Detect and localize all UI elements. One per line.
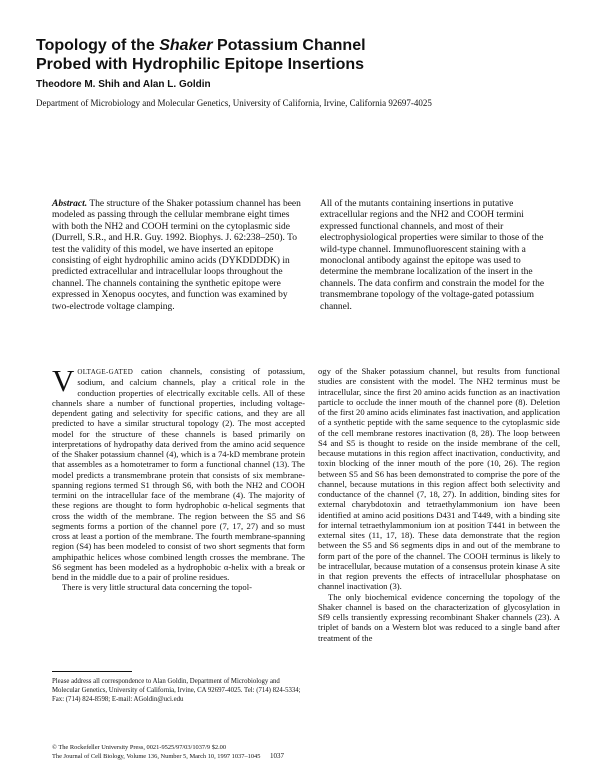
body-paragraph-1 bbox=[52, 363, 305, 582]
title-italic-shaker: Shaker bbox=[159, 37, 213, 54]
affiliation: Department of Microbiology and Molecular Genetics, University of California, Irvine, California 92697-4025 bbox=[36, 98, 432, 108]
page-number: 1037 bbox=[270, 752, 284, 760]
body-paragraph-2: There is very little structural data concerning the topol- bbox=[62, 582, 252, 593]
body-paragraph-3: ogy of the Shaker potassium channel, but results from functional studies are consistent with the model. The NH2 terminus must be intracellular, since the first 20 amino acids function as an inactivation particle to occlude the inner mouth of the channel pore (8). Deletion of the first 20 amino acids eliminates fast inactivation, and application of a synthetic peptide with the same sequence to the cytoplasmic side of the cell membrane restores inactivation (8, 28). The loop between S4 and S5 is thought to reside on the inside membrane of the cell, because mutations in this region affect inactivation, conductivity, and toxin blocking of the inner mouth of the pore (10, 26). The region between S5 and S6 has been demonstrated to comprise the pore of the channel, because mutations in this region affect both selectivity and conductance of the channel (7, 18, 27). In addition, binding sites for external charybdotoxin and tetraethylammonium ion have been identified at amino acid positions D431 and T449, with a binding site for internal tetraethylammonium ion at position T441 in between the external sites (11, 17, 18). These data demonstrate that the region between the S5 and S6 segments dips in and out of the membrane to form part of the pore of the channel. The COOH terminus is likely to be intracellular, because mutation of a consensus protein kinase A site in that region prevents the effects of intracellular phosphatase on channel inactivation (3). bbox=[318, 366, 560, 592]
title-line2: Probed with Hydrophilic Epitope Insertions bbox=[36, 56, 365, 73]
abstract-label: Abstract. bbox=[52, 199, 88, 209]
title-line1-start: Topology of the bbox=[36, 37, 160, 54]
title-line1-end: Potassium Channel bbox=[212, 37, 366, 54]
abstract-left-column bbox=[52, 199, 303, 313]
body-left-column bbox=[52, 363, 305, 593]
journal-citation: The Journal of Cell Biology, Volume 136, Number 5, March 10, 1997 1037–1045 bbox=[52, 752, 261, 760]
body-paragraph-4: The only biochemical evidence concerning the topology of the Shaker channel is based on the characterization of glycosylation in Sf9 cells transiently expressing recombinant Shaker channels (23). A triplet of bands on a Western blot was reduced to a single band after treatment of the bbox=[318, 591, 560, 643]
copyright-line: © The Rockefeller University Press, 0021-9525/97/03/1037/9 $2.00 bbox=[52, 744, 227, 751]
authors: Theodore M. Shih and Alan L. Goldin bbox=[36, 79, 211, 90]
page-footer bbox=[52, 744, 260, 761]
abstract-right-column: All of the mutants containing insertions in putative extracellular regions and the NH2 and COOH termini expressed functional channels, and most of their electrophysiological properties were similar to those of the wild-type channel. Immunofluorescent staining with a monoclonal antibody against the epitope was used to determine the membrane localization of the insert in the channels. The data confirm and constrain the model for the transmembrane topology of the voltage-gated potassium channel. bbox=[320, 199, 545, 312]
small-caps-lead: OLTAGE-GATED bbox=[77, 368, 134, 376]
body-text-left-1: cation channels, consisting of potassium, sodium, and calcium channels, play a critical role in the conduction properties of electrically excitable cells. All of these channels share a number of functional properties, including voltage-dependent gating and selectivity for specific cations, and they are all predicted to have a similar structural topology (2). The most accepted model for the structure of these channels is based primarily on interpretations of hydropathy data derived from the amino acid sequence of the Shaker potassium channel (4), which is a 74-kD membrane protein that assembles as a homotetramer to form a functional channel (13). The model predicts a transmembrane protein that consists of six membrane-spanning regions termed S1 through S6, with both the NH2 and COOH termini on the intracellular face of the membrane (4). The majority of these regions are thought to form hydrophobic α-helical segments that cross the width of the membrane. The region between the S5 and S6 segments forms a portion of the channel pore (7, 17, 27) and so must cross at least a portion of the membrane. The fourth membrane-spanning region (S4) has been modeled to consist of two short segments that form amphipathic helices whose combined length crosses the membrane. The S6 segment has been modeled as a hydrophobic α-helix with a break or bend in the middle due to a pair of proline residues. bbox=[52, 366, 305, 582]
article-title bbox=[36, 36, 536, 74]
body-right-column bbox=[318, 366, 560, 643]
drop-cap: V bbox=[52, 363, 75, 398]
correspondence-footnote: Please address all correspondence to Alan Goldin, Department of Microbiology and Molecular Genetics, University of California, Irvine, CA 92697-4025. Tel: (714) 824-5334; Fax: (714) 824-8598; E-mail: AGoldin@uci.edu bbox=[52, 678, 301, 703]
footnote-divider bbox=[52, 671, 132, 672]
abstract-text-left: The structure of the Shaker potassium channel has been modeled as passing through the cellular membrane eight times with both the NH2 and COOH termini on the cytoplasmic side (Durrell, S.R., and H.R. Guy. 1992. Biophys. J. 62:238–250). To test the validity of this model, we have inserted an epitope consisting of eight hydrophilic amino acids (DYKDDDDK) in predicted extracellular and intracellular loops throughout the channel. The channels containing the synthetic epitope were expressed in Xenopus oocytes, and function was examined by two-electrode voltage clamping. bbox=[52, 199, 301, 312]
